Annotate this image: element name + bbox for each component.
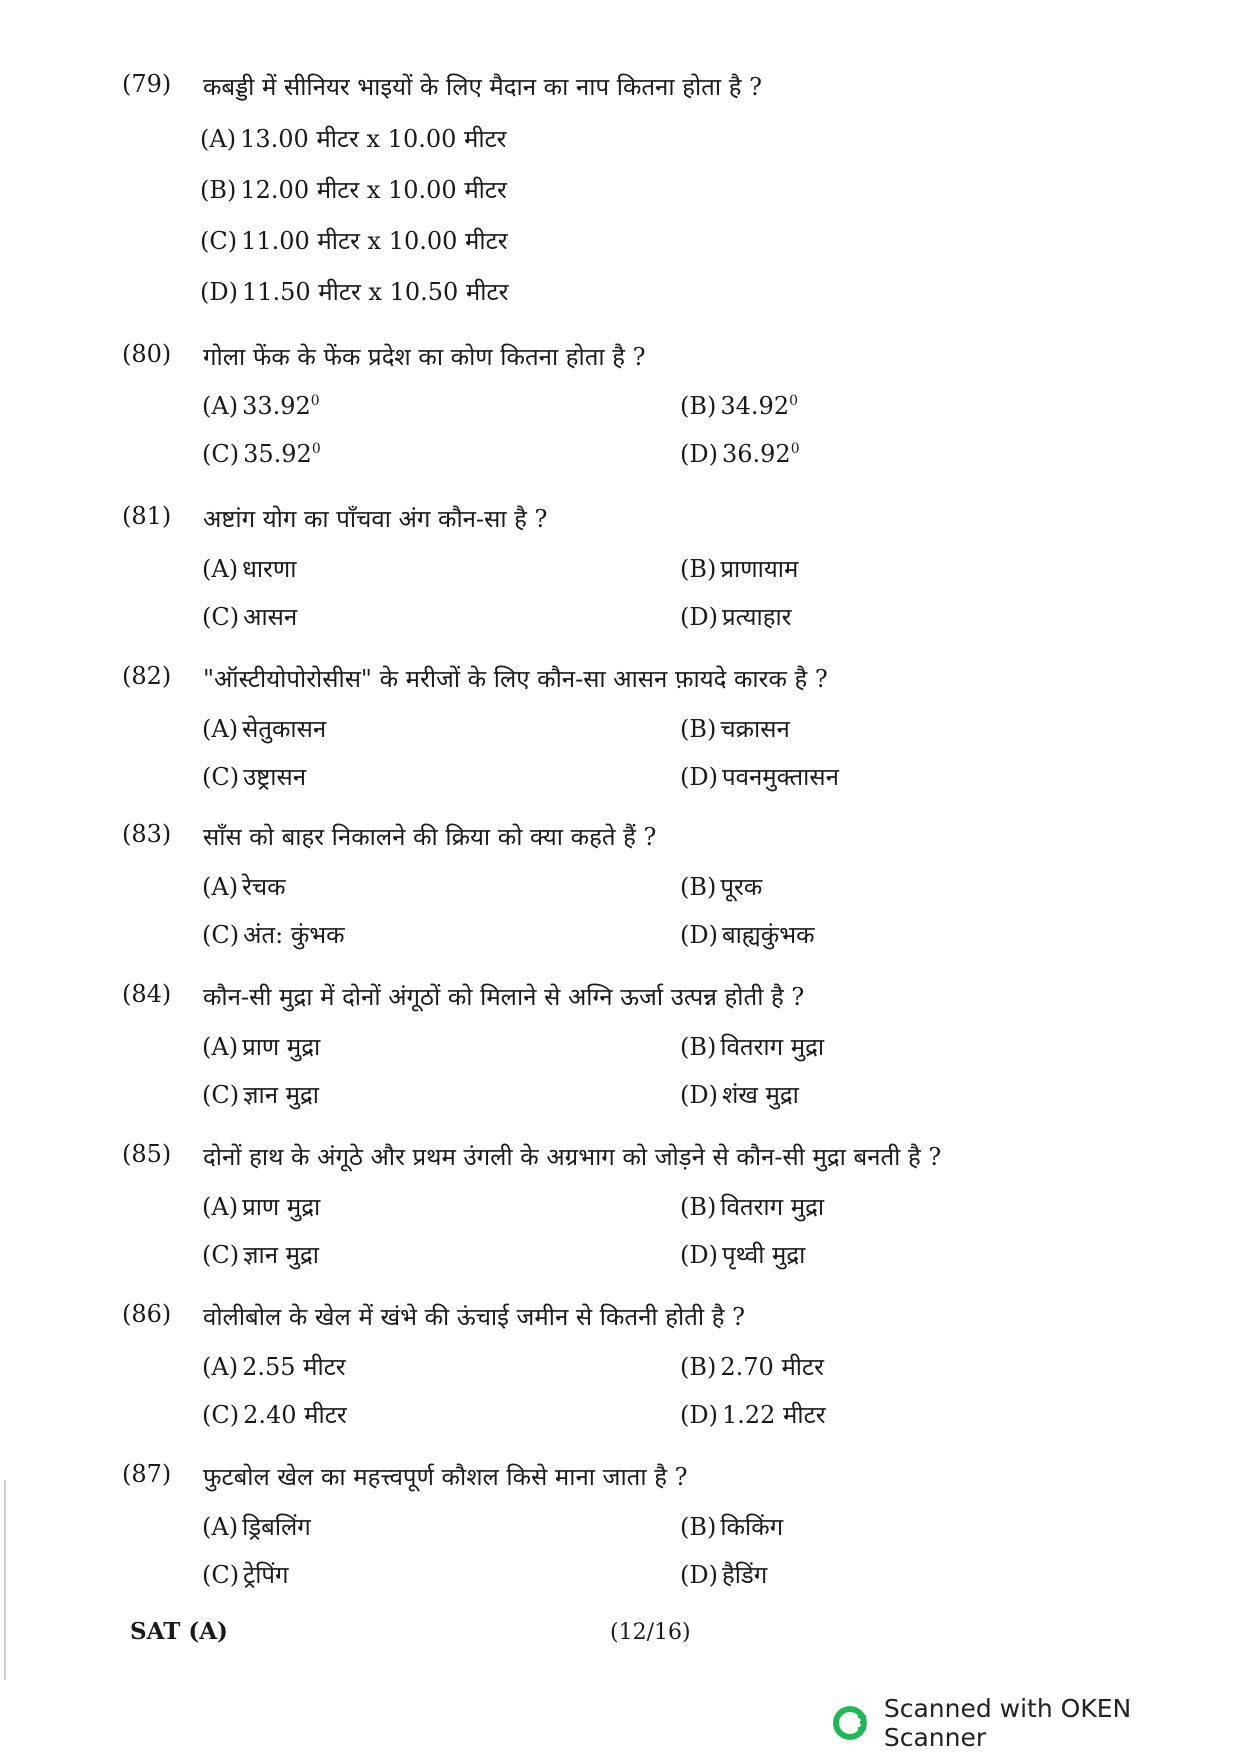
question-text: दोनों हाथ के अंगूठे और प्रथम उंगली के अग्रभाग को जोड़ने से कौन-सी मुद्रा बनती है ? xyxy=(203,1143,942,1171)
option-d: (D) पृथ्वी मुद्रा xyxy=(680,1241,806,1269)
option-b: (B) प्राणायाम xyxy=(680,555,799,583)
option-c: (C) ज्ञान मुद्रा xyxy=(202,1241,319,1269)
option-b: (B) पूरक xyxy=(680,873,763,901)
question-text: वोलीबोल के खेल में खंभे की ऊंचाई जमीन से कितनी होती है ? xyxy=(203,1303,745,1331)
option-c: (C) 2.40 मीटर xyxy=(202,1401,347,1429)
question-number: (81) xyxy=(122,502,172,530)
question-text: फुटबोल खेल का महत्त्वपूर्ण कौशल किसे माना जाता है ? xyxy=(203,1463,688,1491)
question-number: (84) xyxy=(122,980,172,1008)
option-a: (A) 2.55 मीटर xyxy=(202,1353,346,1381)
question-number: (79) xyxy=(122,70,172,98)
paper-code: SAT (A) xyxy=(130,1618,228,1645)
question-number: (82) xyxy=(122,662,172,690)
option-d: (D) 1.22 मीटर xyxy=(680,1401,826,1429)
option-a: (A) रेचक xyxy=(202,873,286,901)
question-text: कौन-सी मुद्रा में दोनों अंगूठों को मिलाने से अग्नि ऊर्जा उत्पन्न होती है ? xyxy=(203,983,805,1011)
option-b: (B) 12.00 मीटर x 10.00 मीटर xyxy=(200,176,507,204)
option-b: (B) चक्रासन xyxy=(680,715,790,743)
question-number: (85) xyxy=(122,1140,172,1168)
option-d: (D) हैडिंग xyxy=(680,1561,768,1589)
option-d: (D) शंख मुद्रा xyxy=(680,1081,799,1109)
question-number: (86) xyxy=(122,1300,172,1328)
question-text: कबड्डी में सीनियर भाइयों के लिए मैदान का नाप कितना होता है ? xyxy=(203,73,762,101)
question-text: अष्टांग योग का पाँचवा अंग कौन-सा है ? xyxy=(203,505,548,533)
option-d: (D) 36.92$^0$ xyxy=(680,440,800,468)
option-b: (B) वितराग मुद्रा xyxy=(680,1193,825,1221)
option-b: (B) वितराग मुद्रा xyxy=(680,1033,825,1061)
option-c: (C) 35.92$^0$ xyxy=(202,440,321,468)
option-b: (B) किकिंग xyxy=(680,1513,784,1541)
option-d: (D) 11.50 मीटर x 10.50 मीटर xyxy=(200,278,509,306)
question-number: (80) xyxy=(122,340,172,368)
question-text: "ऑस्टीयोपोरोसीस" के मरीजों के लिए कौन-सा आसन फ़ायदे कारक है ? xyxy=(203,665,828,693)
option-a: (A) प्राण मुद्रा xyxy=(202,1193,321,1221)
option-a: (A) ड्रिबलिंग xyxy=(202,1513,311,1541)
scan-edge-line xyxy=(4,1480,6,1680)
page-number: (12/16) xyxy=(610,1620,691,1645)
scanner-watermark xyxy=(832,1694,1240,1752)
option-c: (C) ट्रेपिंग xyxy=(202,1561,289,1589)
scanner-text: Scanned with OKEN Scanner xyxy=(883,1694,1132,1752)
option-c: (C) आसन xyxy=(202,603,298,631)
option-c: (C) ज्ञान मुद्रा xyxy=(202,1081,319,1109)
option-c: (C) उष्ट्रासन xyxy=(202,763,307,791)
option-b: (B) 2.70 मीटर xyxy=(680,1353,824,1381)
question-number: (87) xyxy=(122,1460,172,1488)
option-c: (C) 11.00 मीटर x 10.00 मीटर xyxy=(200,227,508,255)
question-text: गोला फेंक के फेंक प्रदेश का कोण कितना होता है ? xyxy=(203,343,646,371)
option-a: (A) धारणा xyxy=(202,555,297,583)
option-a: (A) सेतुकासन xyxy=(202,715,327,743)
oken-scanner-logo-icon xyxy=(832,1703,872,1743)
option-b: (B) 34.92$^0$ xyxy=(680,392,799,420)
option-a: (A) 33.92$^0$ xyxy=(202,392,320,420)
option-d: (D) बाह्यकुंभक xyxy=(680,921,815,949)
question-text: साँस को बाहर निकालने की क्रिया को क्या कहते हैं ? xyxy=(203,823,657,851)
option-d: (D) प्रत्याहार xyxy=(680,603,792,631)
option-d: (D) पवनमुक्तासन xyxy=(680,763,839,791)
option-a: (A) प्राण मुद्रा xyxy=(202,1033,321,1061)
option-a: (A) 13.00 मीटर x 10.00 मीटर xyxy=(200,125,507,153)
question-number: (83) xyxy=(122,820,172,848)
option-c: (C) अंत: कुंभक xyxy=(202,921,345,949)
